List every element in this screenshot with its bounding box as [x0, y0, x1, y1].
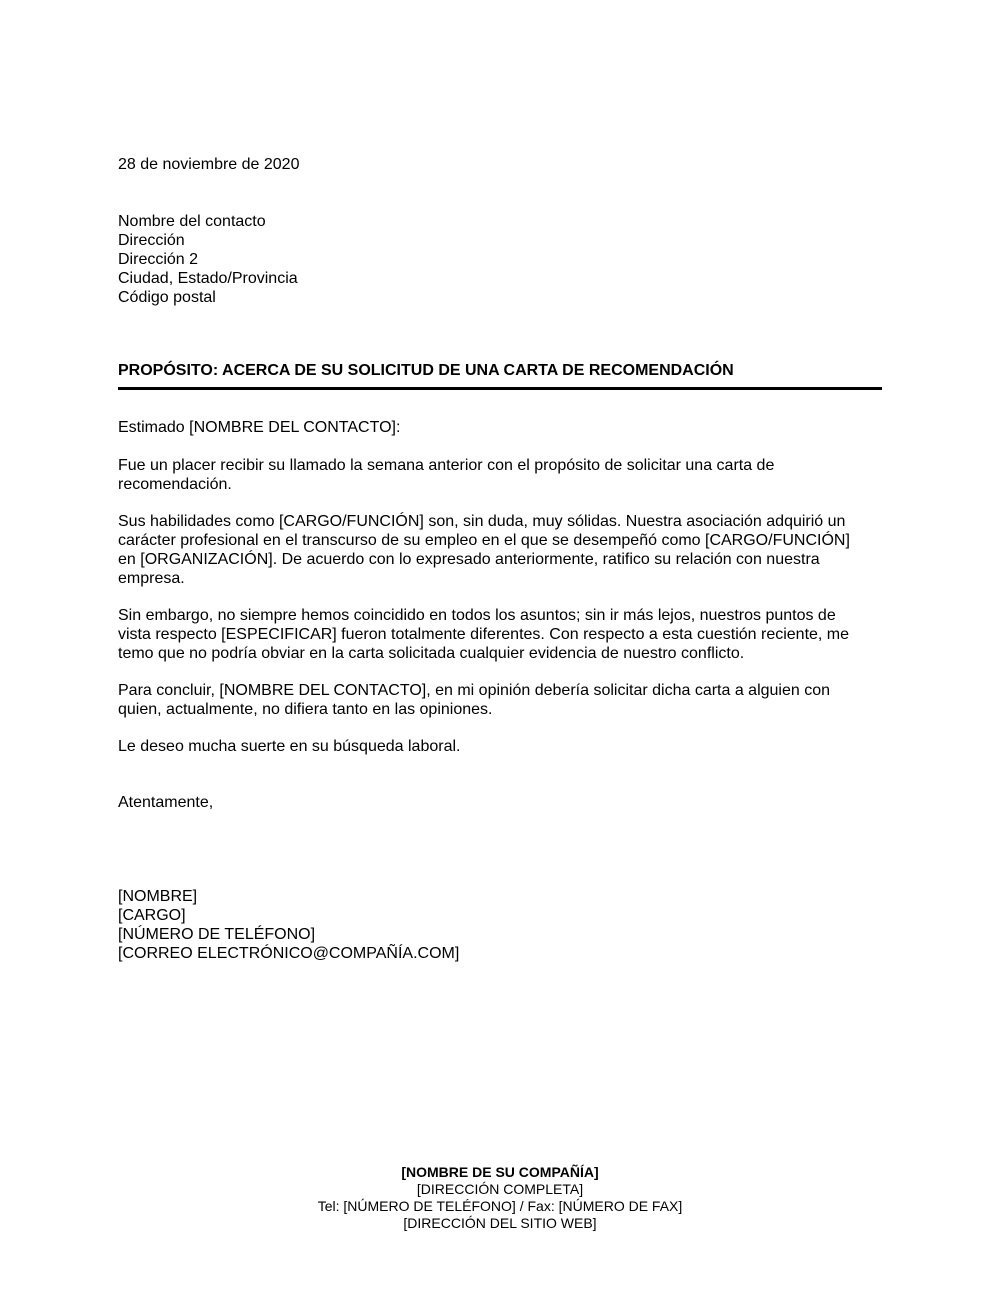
paragraph-line: quien, actualmente, no difiera tanto en las opiniones.	[118, 701, 493, 718]
salutation: Estimado [NOMBRE DEL CONTACTO]:	[118, 419, 401, 436]
paragraph-line: recomendación.	[118, 476, 232, 493]
recipient-address-line-1: Dirección	[118, 232, 185, 249]
body-paragraph-1	[118, 456, 774, 494]
paragraph-line: Fue un placer recibir su llamado la semana anterior con el propósito de solicitar una carta de	[118, 457, 775, 474]
paragraph-line: temo que no podría obviar en la carta solicitada cualquier evidencia de nuestro conflicto.	[118, 645, 745, 662]
signature-block	[118, 887, 459, 963]
body-paragraph-2	[118, 512, 850, 588]
footer-website: [DIRECCIÓN DEL SITIO WEB]	[403, 1215, 597, 1231]
signature-phone: [NÚMERO DE TELÉFONO]	[118, 926, 316, 943]
paragraph-line: Para concluir, [NOMBRE DEL CONTACTO], en mi opinión debería solicitar dicha carta a alguien con	[118, 682, 831, 699]
footer-contact: Tel: [NÚMERO DE TELÉFONO] / Fax: [NÚMERO DE FAX]	[317, 1198, 683, 1214]
body-paragraph-5	[118, 737, 460, 756]
paragraph-line: vista respecto [ESPECIFICAR] fueron totalmente diferentes. Con respecto a esta cuestión reciente, me	[118, 626, 850, 643]
recipient-address-block	[118, 212, 298, 307]
paragraph-line: empresa.	[118, 570, 185, 587]
letter-date: 28 de noviembre de 2020	[118, 156, 300, 173]
paragraph-line: Sus habilidades como [CARGO/FUNCIÓN] son, sin duda, muy sólidas. Nuestra asociación adquirió un	[118, 513, 846, 530]
signature-name: [NOMBRE]	[118, 888, 198, 905]
recipient-name: Nombre del contacto	[118, 213, 266, 230]
paragraph-line: Le deseo mucha suerte en su búsqueda laboral.	[118, 738, 461, 755]
paragraph-line: carácter profesional en el transcurso de su empleo en el que se desempeñó como [CARGO/FUNCIÓN]	[118, 532, 850, 549]
paragraph-line: en [ORGANIZACIÓN]. De acuerdo con lo expresado anteriormente, ratifico su relación con nuestra	[118, 551, 820, 568]
paragraph-line: Sin embargo, no siempre hemos coincidido en todos los asuntos; sin ir más lejos, nuestros puntos de	[118, 607, 836, 624]
subject-divider	[118, 387, 882, 390]
signature-title: [CARGO]	[118, 907, 186, 924]
footer-address: [DIRECCIÓN COMPLETA]	[416, 1181, 584, 1197]
footer-company-name: [NOMBRE DE SU COMPAÑÍA]	[401, 1164, 599, 1180]
body-paragraph-3	[118, 606, 849, 663]
signature-email: [CORREO ELECTRÓNICO@COMPAÑÍA.COM]	[118, 945, 460, 962]
recipient-city-state: Ciudad, Estado/Provincia	[118, 270, 298, 287]
subject-heading: PROPÓSITO: ACERCA DE SU SOLICITUD DE UNA CARTA DE RECOMENDACIÓN	[118, 362, 734, 379]
recipient-postal-code: Código postal	[118, 289, 216, 306]
company-footer	[0, 1164, 1000, 1232]
closing: Atentamente,	[118, 794, 214, 811]
body-paragraph-4	[118, 681, 830, 719]
recipient-address-line-2: Dirección 2	[118, 251, 199, 268]
